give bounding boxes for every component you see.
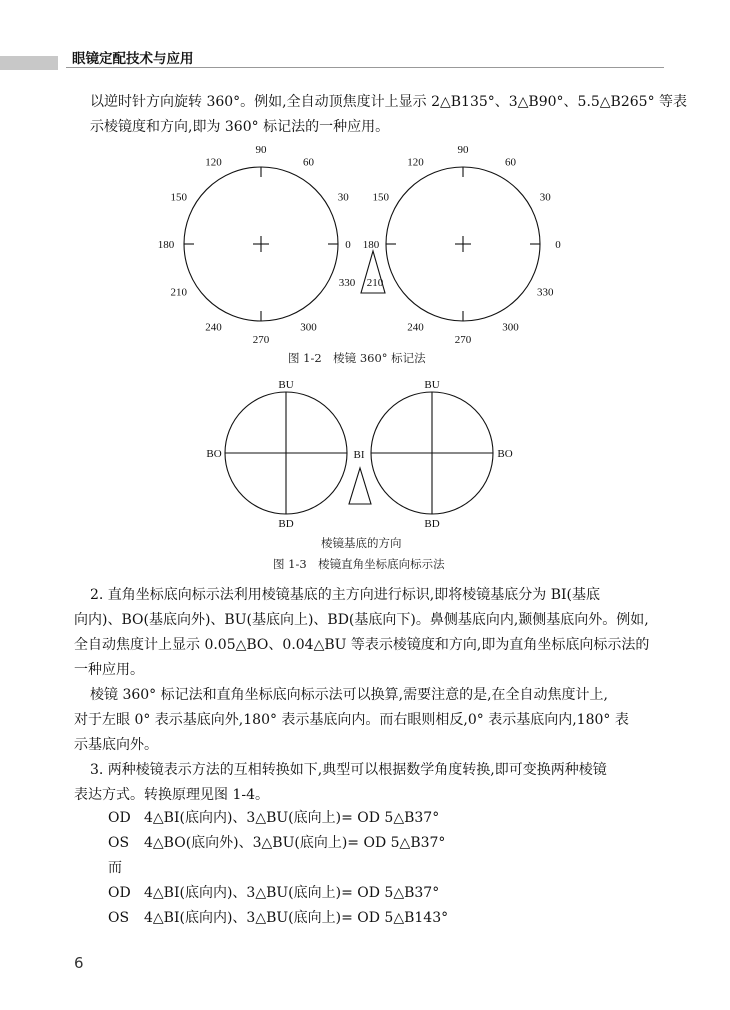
left-degree-label-60: 60 <box>303 156 314 169</box>
right-degree-label-210: 210 <box>366 277 384 289</box>
right-degree-label-240: 240 <box>407 321 424 334</box>
formula-eye: OS <box>108 910 130 926</box>
right-degree-label-150: 150 <box>372 191 389 204</box>
formula-eye: 而 <box>108 860 122 876</box>
left-bo-label: BO <box>206 448 222 460</box>
formula-text: 4△BI(底向内)、3△BU(底向上)= OD 5△B143° <box>144 910 449 926</box>
formula-eye: OS <box>108 835 130 851</box>
right-degree-label-300: 300 <box>502 321 519 334</box>
figure-1-2-caption: 图 1-2 棱镜 360° 标记法 <box>288 351 426 365</box>
formula-text: 4△BI(底向内)、3△BU(底向上)= OD 5△B37° <box>144 810 440 826</box>
right-degree-label-0: 0 <box>555 239 561 251</box>
right-degree-label-90: 90 <box>457 144 469 156</box>
left-degree-label-0: 0 <box>345 239 351 251</box>
para4-line1: 3. 两种棱镜表示方法的互相转换如下,典型可以根据数学角度转换,即可变换两种棱镜 <box>90 762 607 778</box>
figure-1-3-subcaption: 棱镜基底的方向 <box>321 536 402 550</box>
left-degree-label-150: 150 <box>170 191 187 204</box>
formula-eye: OD <box>108 810 131 826</box>
formula-row <box>108 807 439 827</box>
prism-triangle-2 <box>349 468 371 504</box>
left-degree-label-30: 30 <box>337 191 349 204</box>
left-degree-label-330: 330 <box>338 277 356 289</box>
para2-line4: 一种应用。 <box>74 662 144 678</box>
right-bu-label: BU <box>424 379 440 391</box>
para4-line2: 表达方式。转换原理见图 1-4。 <box>74 787 269 803</box>
right-degree-label-330: 330 <box>537 286 554 299</box>
formula-row <box>108 832 445 852</box>
left-degree-circle <box>184 167 338 321</box>
right-degree-label-120: 120 <box>407 156 424 169</box>
left-degree-label-300: 300 <box>300 321 317 334</box>
formula-row <box>108 857 144 877</box>
left-degree-label-180: 180 <box>157 239 175 251</box>
para3-line3: 示基底向外。 <box>74 737 158 753</box>
left-degree-label-210: 210 <box>170 286 187 299</box>
bi-label: BI <box>353 449 365 461</box>
right-bo-label: BO <box>497 448 513 460</box>
formula-text: 4△BI(底向内)、3△BU(底向上)= OD 5△B37° <box>144 885 440 901</box>
left-direction-circle <box>225 392 347 514</box>
para2-line2: 向内)、BO(基底向外)、BU(基底向上)、BD(基底向下)。鼻侧基底向内,颞侧基底向外。例如, <box>74 612 649 628</box>
left-bu-label: BU <box>278 379 294 391</box>
right-degree-circle <box>386 167 540 321</box>
para3-line1: 棱镜 360° 标记法和直角坐标底向标示法可以换算,需要注意的是,在全自动焦度计上, <box>90 687 608 703</box>
left-degree-label-90: 90 <box>255 144 267 156</box>
para1-line2: 示棱镜度和方向,即为 360° 标记法的一种应用。 <box>90 119 390 135</box>
para3-line2: 对于左眼 0° 表示基底向外,180° 表示基底向内。而右眼则相反,0° 表示基底向内,180° 表 <box>74 712 629 728</box>
prism-triangle-1 <box>361 251 385 293</box>
formula-text: 4△BO(底向外)、3△BU(底向上)= OD 5△B37° <box>144 835 446 851</box>
right-bd-label: BD <box>424 518 440 530</box>
header-title: 眼镜定配技术与应用 <box>72 51 194 67</box>
para2-line3: 全自动焦度计上显示 0.05△BO、0.04△BU 等表示棱镜度和方向,即为直角坐标底向标示法的 <box>74 637 650 653</box>
left-degree-label-270: 270 <box>252 334 270 346</box>
right-degree-label-180: 180 <box>362 239 380 251</box>
left-bd-label: BD <box>278 518 294 530</box>
formula-eye: OD <box>108 885 131 901</box>
formula-row <box>108 907 448 927</box>
left-degree-label-240: 240 <box>205 321 222 334</box>
para2-line1: 2. 直角坐标底向标示法利用棱镜基底的主方向进行标识,即将棱镜基底分为 BI(基底 <box>90 587 600 603</box>
figure-1-3-caption: 图 1-3 棱镜直角坐标底向标示法 <box>273 557 445 571</box>
para1-line1: 以逆时针方向旋转 360°。例如,全自动顶焦度计上显示 2△B135°、3△B90°、5.5△B265° 等表 <box>90 94 688 110</box>
right-degree-label-270: 270 <box>454 334 472 346</box>
right-direction-circle <box>371 392 493 514</box>
right-degree-label-60: 60 <box>505 156 516 169</box>
formula-row <box>108 882 439 902</box>
header-rule <box>66 67 664 68</box>
right-degree-label-30: 30 <box>539 191 551 204</box>
left-degree-label-120: 120 <box>205 156 222 169</box>
header-bar <box>0 56 58 70</box>
page-number: 6 <box>74 954 84 972</box>
